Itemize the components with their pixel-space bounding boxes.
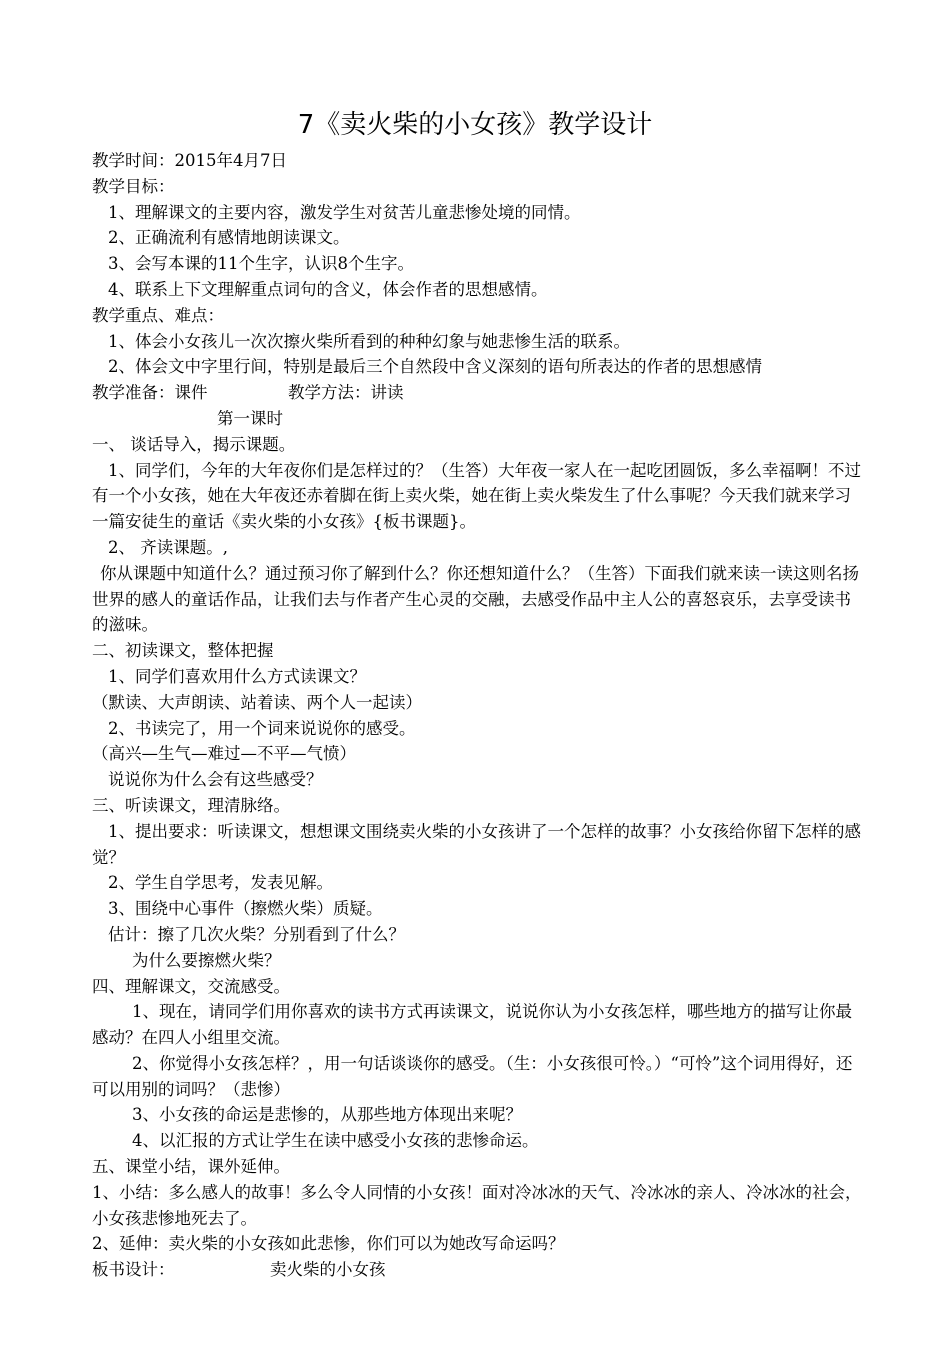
paragraph: 2、学生自学思考，发表见解。 <box>108 873 333 893</box>
paragraph: 4、以汇报的方式让学生在读中感受小女孩的悲惨命运。 <box>132 1131 539 1151</box>
goal-item: 2、正确流利有感情地朗读课文。 <box>108 228 350 248</box>
goal-item: 4、联系上下文理解重点词句的含义，体会作者的思想感情。 <box>108 279 548 299</box>
document-title: 7《卖火柴的小女孩》教学设计 <box>297 110 653 140</box>
paragraph: （默读、大声朗读、站着读、两个人一起读） <box>92 692 422 712</box>
prep-method-row <box>92 380 862 406</box>
teaching-time: 教学时间：2015年4月7日 <box>92 151 287 170</box>
paragraph: 为什么要擦燃火柴？ <box>132 950 281 970</box>
paragraph: 2、 齐读课题。, <box>108 537 228 557</box>
lesson-label: 第一课时 <box>217 408 283 428</box>
paragraph: 3、小女孩的命运是悲惨的，从那些地方体现出来呢？ <box>132 1105 522 1125</box>
paragraph: 说说你为什么会有这些感受？ <box>108 770 323 790</box>
paragraph: 1、小结：多么感人的故事！多么令人同情的小女孩！面对冷冰冰的天气、冷冰冰的亲人、冷冰冰的社会，小女孩悲惨地死去了。 <box>92 1182 862 1228</box>
goals-heading: 教学目标： <box>92 176 175 196</box>
paragraph: 1、同学们喜欢用什么方式读课文？ <box>108 666 366 686</box>
paragraph: 你从课题中知道什么？通过预习你了解到什么？你还想知道什么？（生答）下面我们就来读一读这则名扬世界的感人的童话作品，让我们去与作者产生心灵的交融，去感受作品中主人公的喜怒哀乐，去享受读书的滋味。 <box>92 563 859 635</box>
paragraph: 2、书读完了，用一个词来说说你的感受。 <box>108 718 416 738</box>
paragraph: 2、你觉得小女孩怎样？，用一句话谈谈你的感受。（生：小女孩很可怜。）“可怜”这个词用得好，还可以用别的词吗？（悲惨） <box>92 1053 853 1099</box>
paragraph: 1、现在，请同学们用你喜欢的读书方式再读课文，说说你认为小女孩怎样，哪些地方的描写让你最感动？在四人小组里交流。 <box>92 1002 852 1048</box>
board-design-row <box>92 1257 862 1283</box>
paragraph: 1、提出要求：听读课文，想想课文围绕卖火柴的小女孩讲了一个怎样的故事？小女孩给你留下怎样的感觉？ <box>92 821 861 867</box>
board-design-label: 板书设计： <box>92 1260 175 1280</box>
teaching-method: 教学方法：讲读 <box>288 383 404 403</box>
paragraph: 2、延伸：卖火柴的小女孩如此悲惨，你们可以为她改写命运吗？ <box>92 1234 565 1254</box>
section-heading: 二、初读课文，整体把握 <box>92 641 274 661</box>
goal-item: 3、会写本课的11个生字，认识8个生字。 <box>108 254 414 274</box>
paragraph: （高兴—生气—难过—不平—气愤） <box>92 744 356 764</box>
paragraph: 1、同学们，今年的大年夜你们是怎样过的？（生答）大年夜一家人在一起吃团圆饭，多么幸福啊！不过有一个小女孩，她在大年夜还赤着脚在街上卖火柴，她在街上卖火柴发生了什么事呢？今天我们就来学习一篇安徒生的童话《卖火柴的小女孩》{板书课题}。 <box>92 460 861 532</box>
paragraph: 估计：擦了几次火柴？分别看到了什么？ <box>108 924 405 944</box>
key-point-item: 2、体会文中字里行间，特别是最后三个自然段中含义深刻的语句所表达的作者的思想感情 <box>108 357 762 377</box>
paragraph: 3、围绕中心事件（擦燃火柴）质疑。 <box>108 899 383 919</box>
key-point-item: 1、体会小女孩儿一次次擦火柴所看到的种种幻象与她悲惨生活的联系。 <box>108 331 630 351</box>
section-heading: 三、听读课文，理清脉络。 <box>92 795 290 815</box>
key-points-heading: 教学重点、难点： <box>92 305 224 325</box>
goal-item: 1、理解课文的主要内容，激发学生对贫苦儿童悲惨处境的同情。 <box>108 202 581 222</box>
section-heading: 四、理解课文，交流感受。 <box>92 976 290 996</box>
section-heading: 五、课堂小结，课外延伸。 <box>92 1157 290 1177</box>
board-design-title: 卖火柴的小女孩 <box>270 1260 386 1280</box>
section-heading: 一、 谈话导入，揭示课题。 <box>92 434 296 454</box>
document-body <box>92 148 862 1283</box>
teaching-prep: 教学准备：课件 <box>92 383 208 403</box>
